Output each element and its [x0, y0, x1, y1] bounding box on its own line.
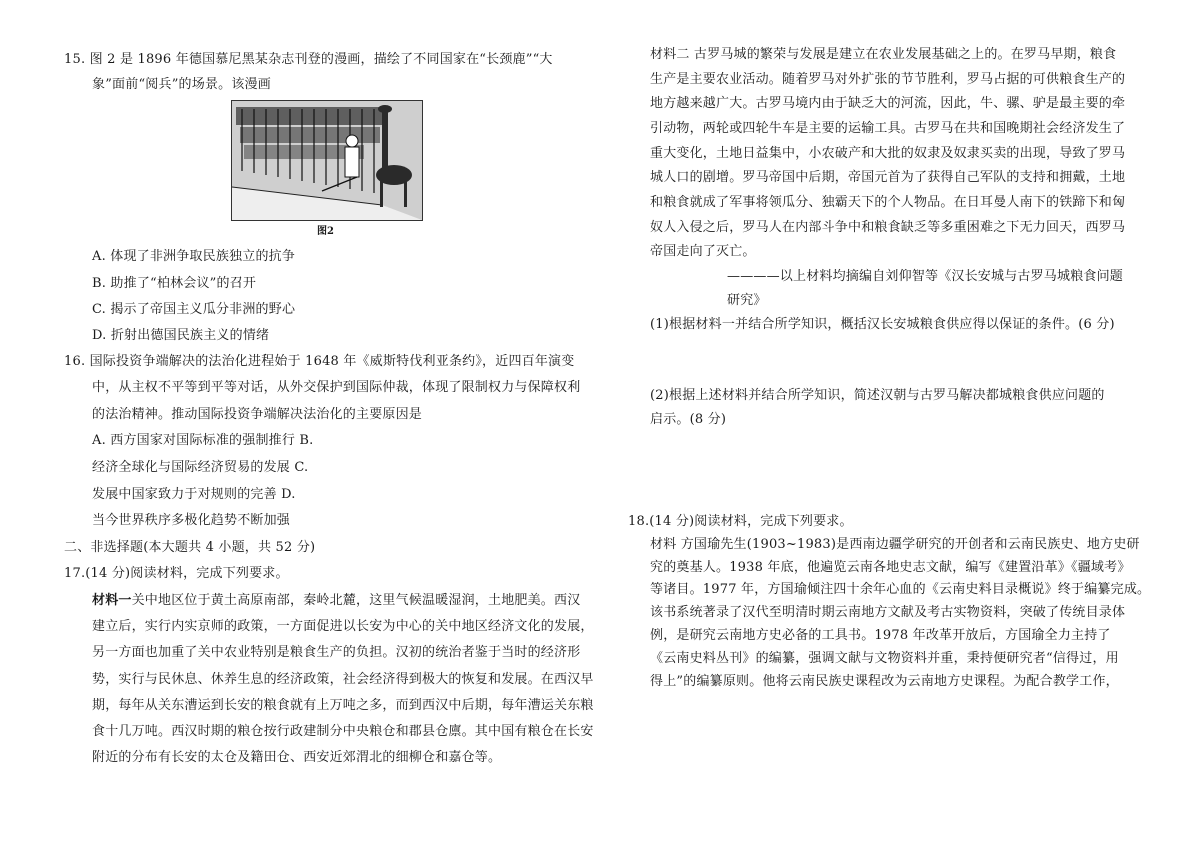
q17-material1-line-7: 附近的分布有长安的太仓及籍田仓、西安近郊渭北的细柳仓和嘉仓等。 [92, 750, 502, 765]
q15-option-c: C. 揭示了帝国主义瓜分非洲的野心 [92, 302, 296, 317]
q15-line-2: 象”面前“阅兵”的场景。该漫画 [92, 77, 271, 92]
q17-header: 17.(14 分)阅读材料，完成下列要求。 [64, 566, 289, 581]
source-line-1: ————以上材料均摘编自刘仰智等《汉长安城与古罗马城粮食问题 [727, 269, 1124, 284]
q17-subquestion-1: (1)根据材料一并结合所学知识，概括汉长安城粮食供应得以保证的条件。(6 分) [650, 317, 1115, 332]
material2-line-3: 地方越来越广大。古罗马境内由于缺乏大的河流，因此，牛、骡、驴是最主要的牵 [650, 96, 1126, 111]
q18-line-1: 材料 方国瑜先生(1903~1983)是西南边疆学研究的开创者和云南民族史、地方史研 [650, 537, 1140, 552]
q18-line-4: 该书系统著录了汉代至明清时期云南地方文献及考古实物资料，突破了传统目录体 [650, 605, 1126, 620]
q18-line-2: 究的奠基人。1938 年底，他遍览云南各地史志文献，编写《建置沿革》《疆域考》 [650, 560, 1131, 575]
figure-caption: 图2 [317, 226, 334, 237]
q18-line-7: 得上”的编纂原则。他将云南民族史课程改为云南地方史课程。为配合教学工作， [650, 674, 1119, 689]
q16-option-d: 当今世界秩序多极化趋势不断加强 [92, 513, 291, 528]
material2-line-9: 帝国走向了灭亡。 [650, 244, 756, 259]
material1-label: 材料一 [92, 593, 132, 608]
q16-option-b: 经济全球化与国际经济贸易的发展 C. [92, 460, 309, 475]
q17-material1-line-1 [92, 593, 580, 609]
material2-line-8: 奴人入侵之后，罗马人在内部斗争中和粮食缺乏等多重困难之下无力回天，西罗马 [650, 220, 1126, 235]
q18-line-3: 等诸目。1977 年，方国瑜倾注四十余年心血的《云南史料目录概说》终于编纂完成。 [650, 582, 1151, 597]
q16-line-3: 的法治精神。推动国际投资争端解决法治化的主要原因是 [92, 407, 423, 422]
material2-line-1: 材料二 古罗马城的繁荣与发展是建立在农业发展基础之上的。在罗马早期，粮食 [650, 47, 1117, 62]
section-2-heading: 二、非选择题(本大题共 4 小题，共 52 分) [64, 540, 316, 555]
q18-line-6: 《云南史料丛刊》的编纂，强调文献与文物资料并重，秉持便研究者“信得过，用 [650, 651, 1119, 666]
source-line-2: 研究》 [727, 293, 767, 308]
q15-option-a: A. 体现了非洲争取民族独立的抗争 [92, 249, 296, 264]
q16-line-1: 16. 国际投资争端解决的法治化进程始于 1648 年《威斯特伐利亚条约》，近四百年演变 [64, 354, 575, 369]
material2-line-4: 引动物，两轮或四轮牛车是主要的运输工具。古罗马在共和国晚期社会经济发生了 [650, 121, 1126, 136]
material2-line-7: 和粮食就成了军事将领瓜分、独霸天下的个人物品。在日耳曼人南下的铁蹄下和匈 [650, 195, 1126, 210]
material2-line-6: 城人口的剧增。罗马帝国中后期，帝国元首为了获得自己军队的支持和拥戴，土地 [650, 170, 1126, 185]
q18-header: 18.(14 分)阅读材料，完成下列要求。 [628, 514, 853, 529]
q17-subquestion-2-line-2: 启示。(8 分) [650, 412, 727, 427]
cartoon-image [231, 100, 423, 221]
q17-material1-line-2: 建立后，实行内实京师的政策，一方面促进以长安为中心的关中地区经济文化的发展， [92, 619, 594, 634]
material1-first-text: 关中地区位于黄土高原南部，秦岭北麓，这里气候温暖湿润，土地肥美。西汉 [131, 593, 581, 608]
q17-material1-line-3: 另一方面也加重了关中农业特别是粮食生产的负担。汉初的统治者鉴于当时的经济形 [92, 645, 581, 660]
q18-line-5: 例，是研究云南地方史必备的工具书。1978 年改革开放后，方国瑜全力主持了 [650, 628, 1111, 643]
q16-option-c: 发展中国家致力于对规则的完善 D. [92, 487, 296, 502]
q16-option-a: A. 西方国家对国际标准的强制推行 B. [92, 433, 314, 448]
q17-material1-line-6: 食十几万吨。西汉时期的粮仓按行政建制分中央粮仓和郡县仓廪。其中国有粮仓在长安 [92, 724, 594, 739]
q17-material1-line-5: 期，每年从关东漕运到长安的粮食就有上万吨之多，而到西汉中后期，每年漕运关东粮 [92, 698, 594, 713]
q15-option-b: B. 助推了“柏林会议”的召开 [92, 276, 257, 291]
material2-line-5: 重大变化，土地日益集中，小农破产和大批的奴隶及奴隶买卖的出现，导致了罗马 [650, 146, 1126, 161]
q17-subquestion-2-line-1: (2)根据上述材料并结合所学知识，简述汉朝与古罗马解决都城粮食供应问题的 [650, 388, 1105, 403]
q16-line-2: 中，从主权不平等到平等对话，从外交保护到国际仲裁，体现了限制权力与保障权利 [92, 380, 581, 395]
material2-line-2: 生产是主要农业活动。随着罗马对外扩张的节节胜利，罗马占据的可供粮食生产的 [650, 72, 1126, 87]
q15-line-1: 15. 图 2 是 1896 年德国慕尼黑某杂志刊登的漫画，描绘了不同国家在“长颈鹿”“大 [64, 52, 553, 67]
q15-option-d: D. 折射出德国民族主义的情绪 [92, 328, 270, 343]
q17-material1-line-4: 势，实行与民休息、休养生息的经济政策，社会经济得到极大的恢复和发展。在西汉早 [92, 672, 594, 687]
